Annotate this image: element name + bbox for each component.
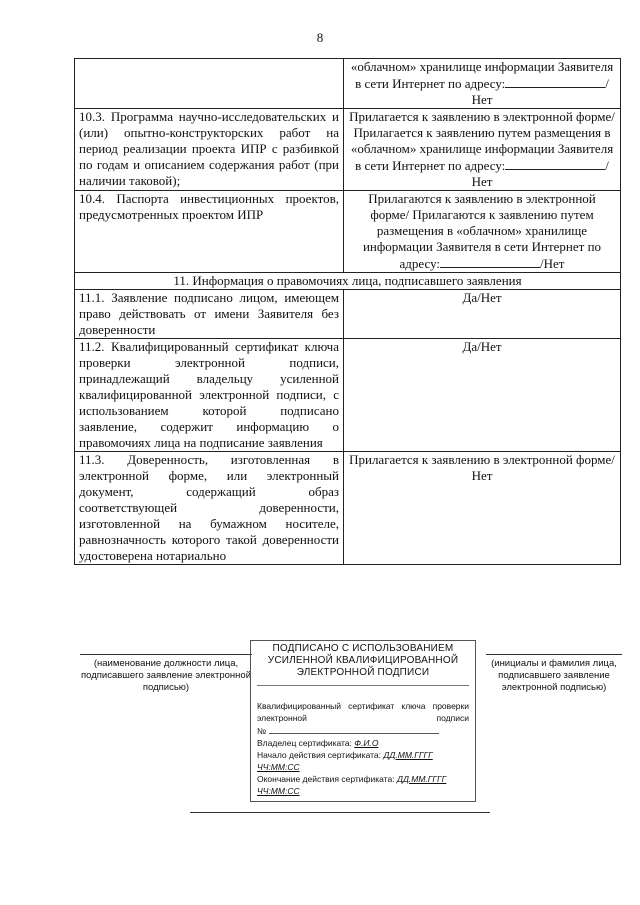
row-right: Да/Нет [344,290,621,339]
bottom-rule [190,812,490,813]
row-left: 10.4. Паспорта инвестиционных проектов, предусмотренных проектом ИПР [75,191,344,273]
start-label: Начало действия сертификата: [257,750,382,760]
cert-end [257,773,469,797]
table-row [75,59,621,109]
signature-stamp [250,640,476,802]
row-left [75,59,344,109]
row-right [344,59,621,109]
row-right-text: Прилагается к заявлению в электронной форме/ Прилагается к заявлению путем размещения в «облачном» хранилище информации Заявителя в сети Интернет по адресу: [349,109,615,173]
row-right [344,191,621,273]
row-right [344,109,621,191]
address-blank [505,157,605,170]
section-11-title: 11. Информация о правомочиях лица, подписавшего заявления [75,273,621,290]
row-right-end: /Нет [471,76,609,107]
signer-position-caption: (наименование должности лица, подписавшего заявление электронной подписью) [80,654,252,694]
row-right-text: «облачном» хранилище информации Заявителя в сети Интернет по адресу: [350,59,614,91]
row-right-end: /Нет [540,256,565,271]
table-row [75,339,621,452]
table-row [75,191,621,273]
cert-number-label: № [257,726,267,736]
row-right-text: Прилагаются к заявлению в электронной форме/ Прилагаются к заявлению путем размещения в «облачном» хранилище информации Заявителя в сети Интернет по адресу: [362,191,602,271]
row-right-end: /Нет [471,158,609,189]
address-blank [505,75,605,88]
cert-start [257,749,469,773]
end-label: Окончание действия сертификата: [257,774,395,784]
cert-number-line [269,724,439,734]
row-left: 11.1. Заявление подписано лицом, имеющем право действовать от имени Заявителя без доверенности [75,290,344,339]
row-right: Прилагается к заявлению в электронной форме/Нет [344,452,621,565]
cert-owner [257,737,469,749]
stamp-body [257,685,469,797]
owner-value: Ф.И.О [354,738,379,748]
table-row [75,290,621,339]
start-value: ДД.ММ.ГГГГ ЧЧ:ММ:СС [257,750,433,772]
end-value: ДД.ММ.ГГГГ ЧЧ:ММ:СС [257,774,447,796]
page-number: 8 [316,30,324,45]
row-left: 11.3. Доверенность, изготовленная в электронной форме, или электронный документ, содержащий образ соответствующей доверенности, изготовленной на бумажном носителе, равнозначность которого такой доверенности удостоверена нотариально [75,452,344,565]
table-row [75,109,621,191]
application-table [74,58,621,565]
row-left: 10.3. Программа научно-исследовательских и (или) опытно-конструкторских работ на период реализации проекта ИПР с разбивкой по годам и описанием содержания работ (при наличии таковой); [75,109,344,191]
stamp-heading: ПОДПИСАНО С ИСПОЛЬЗОВАНИЕМ УСИЛЕННОЙ КВАЛИФИЦИРОВАННОЙ ЭЛЕКТРОННОЙ ПОДПИСИ [267,643,459,678]
table-row [75,452,621,565]
cert-number [257,724,469,737]
section-header-row [75,273,621,290]
address-blank [440,255,540,268]
owner-label: Владелец сертификата: [257,738,352,748]
signer-name-caption: (инициалы и фамилия лица, подписавшего заявление электронной подписью) [486,654,622,694]
row-left: 11.2. Квалифицированный сертификат ключа проверки электронной подписи, принадлежащий владельцу усиленной квалифицированной электронной подписи, с использованием которой подписано заявление, содержит информацию о правомочиях лица на подписание заявления [75,339,344,452]
cert-label: Квалифицированный сертификат ключа проверки электронной подписи [257,701,469,723]
row-right: Да/Нет [344,339,621,452]
